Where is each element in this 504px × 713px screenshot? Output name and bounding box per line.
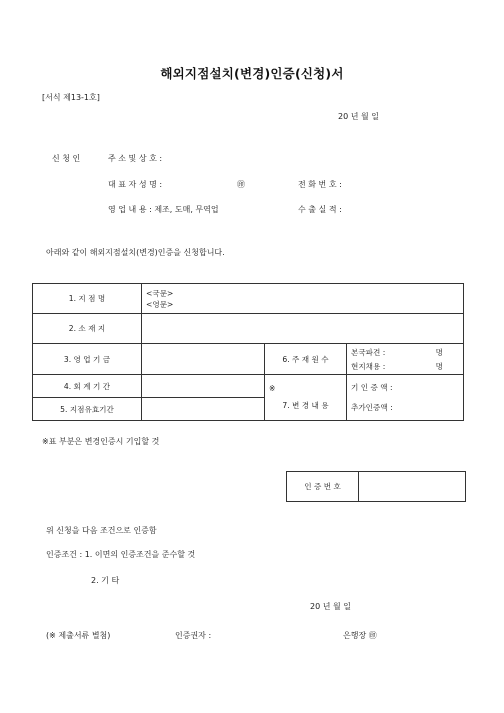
export-field: 수 출 실 적 : [298,205,342,214]
branch-name-label: 1. 지 점 명 [33,284,142,314]
staff-count-label: 6. 주 재 원 수 [265,344,347,375]
certification-number-label: 인 증 번 호 [287,472,359,501]
local-hire-label: 현지채용 : [351,361,386,371]
date-top: 20 년 월 일 [338,112,379,121]
location-label: 2. 소 재 지 [33,314,142,344]
application-table [32,283,464,421]
business-field: 영 업 내 용 : 제조, 도매, 무역업 [108,205,219,214]
address-field: 주 소 및 상 호 : [108,154,163,163]
validity-period-value [142,398,265,421]
certification-number-box [286,471,466,502]
validity-period-label: 5. 지점유효기간 [33,398,142,421]
table-note: ※표 부분은 변경인증시 기입할 것 [42,437,160,446]
prior-certified-amount: 기 인 증 액 : [351,383,393,392]
operating-fund-value [142,344,265,375]
dispatch-label: 본국파견 : [351,347,386,357]
applicant-label: 신 청 인 [52,154,81,163]
condition-1: 인증조건 : 1. 이면의 인증조건을 준수할 것 [46,550,196,559]
local-hire-unit: 명 [435,361,443,371]
form-number: [서식 제13-1호] [42,93,100,102]
conditions-intro: 위 신청을 다음 조건으로 인증함 [46,526,157,535]
authority-label: 인증권자 : [175,631,212,640]
operating-fund-label: 3. 영 업 기 금 [33,344,142,375]
fiscal-period-value [142,375,265,398]
location-value [142,314,464,344]
change-content-text: 7. 변 경 내 용 [282,401,329,410]
seal-mark: ㊞ [237,180,245,189]
change-content-value [347,375,464,421]
staff-count-value [347,344,464,375]
english-name-label: <영문> [146,299,174,309]
form-title: 해외지점설치(변경)인증(신청)서 [160,66,344,81]
korean-name-label: <국문> [146,288,174,298]
fiscal-period-label: 4. 회 계 기 간 [33,375,142,398]
date-bottom: 20 년 월 일 [310,602,351,611]
change-content-label [265,375,347,421]
condition-2: 2. 기 타 [91,576,120,585]
bank-manager-seal: 은행장 ㊞ [343,631,377,640]
dispatch-unit: 명 [435,347,443,357]
additional-certified-amount: 추가인증액 : [351,403,393,412]
phone-field: 전 화 번 호 : [298,180,342,189]
attached-documents: (※ 제출서류 별첨) [46,631,111,640]
request-sentence: 아래와 같이 해외지점설치(변경)인증을 신청합니다. [46,248,225,257]
asterisk-mark: ※ [269,384,276,393]
representative-field: 대 표 자 성 명 : [108,180,163,189]
branch-name-value [142,284,464,314]
